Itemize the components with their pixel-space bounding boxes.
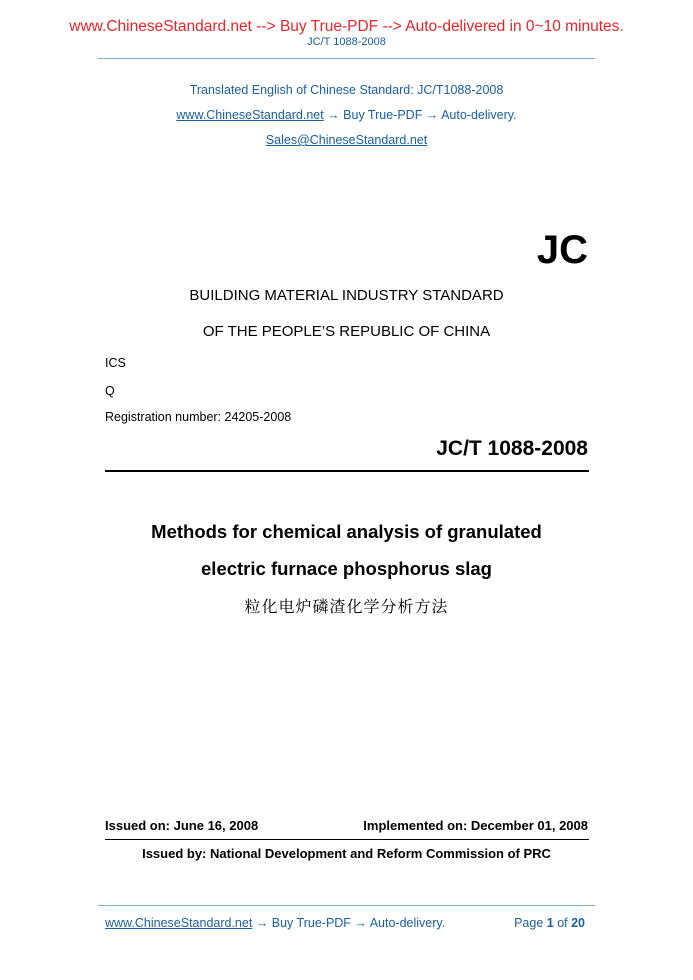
registration-number: Registration number: 24205-2008 <box>105 410 292 424</box>
standard-line-2: OF THE PEOPLE’S REPUBLIC OF CHINA <box>202 323 491 340</box>
q-label: Q <box>105 384 115 398</box>
category-code: JC <box>536 228 588 272</box>
footer-delivery-text: → Buy True-PDF → Auto-delivery. <box>252 916 446 930</box>
header-divider <box>98 58 595 59</box>
ics-label: ICS <box>105 356 126 370</box>
delivery-text: → Buy True-PDF → Auto-delivery. <box>323 108 517 122</box>
issued-date: Issued on: June 16, 2008 <box>105 818 259 833</box>
footer-site-link[interactable]: www.ChineseStandard.net <box>105 916 253 930</box>
title-line-1: Methods for chemical analysis of granulated <box>151 521 542 542</box>
code-divider <box>105 470 589 472</box>
chinese-title: 粒化电炉磷渣化学分析方法 <box>244 597 449 616</box>
standard-code: JC/T 1088-2008 <box>436 437 588 460</box>
translation-note: Translated English of Chinese Standard: JC/T1088-2008 <box>189 83 504 97</box>
running-head: JC/T 1088-2008 <box>307 36 386 48</box>
issuer: Issued by: National Development and Reform Commission of PRC <box>142 846 551 861</box>
title-line-2: electric furnace phosphorus slag <box>201 558 492 579</box>
footer-divider <box>98 905 595 906</box>
issue-divider <box>105 839 589 840</box>
email-line <box>0 133 693 147</box>
page-label: Page <box>514 916 547 930</box>
implemented-date: Implemented on: December 01, 2008 <box>363 818 588 833</box>
sales-email-link[interactable]: Sales@ChineseStandard.net <box>265 133 428 147</box>
page-current: 1 <box>546 916 554 930</box>
delivery-line <box>0 108 693 122</box>
standard-line-1: BUILDING MATERIAL INDUSTRY STANDARD <box>189 287 504 304</box>
page-of: of <box>553 916 572 930</box>
site-link[interactable]: www.ChineseStandard.net <box>176 108 324 122</box>
page-total: 20 <box>571 916 585 930</box>
footer-delivery-line <box>105 916 445 930</box>
page-number <box>514 916 585 930</box>
promo-banner[interactable]: www.ChineseStandard.net --> Buy True-PDF --> Auto-delivered in 0~10 minutes. <box>69 18 624 35</box>
